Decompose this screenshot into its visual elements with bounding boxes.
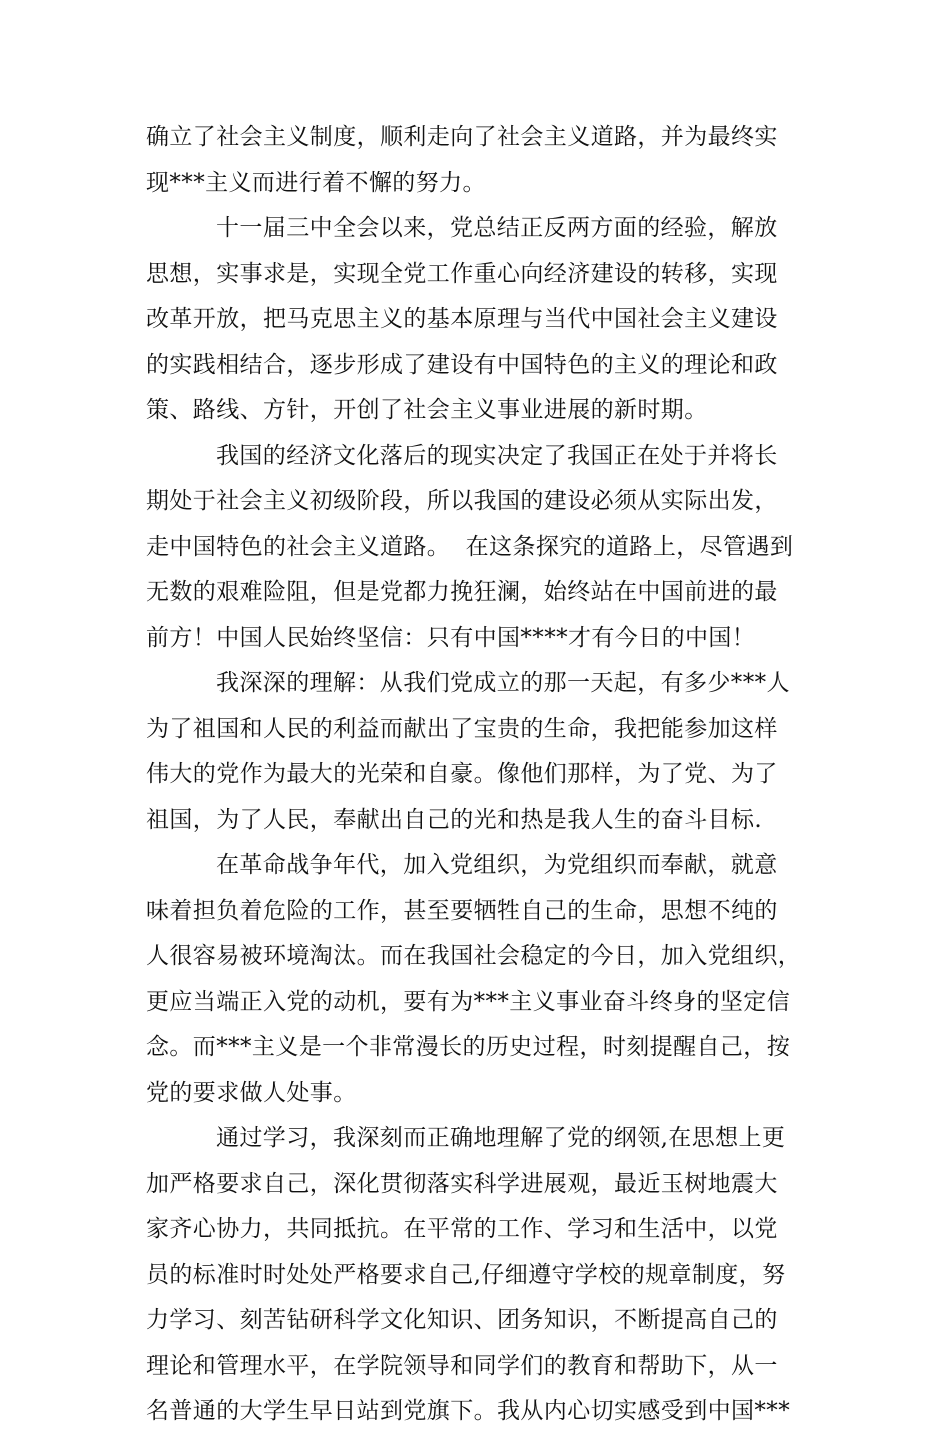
text-line: 加严格要求自己，深化贯彻落实科学进展观，最近玉树地震大 [146, 1170, 778, 1197]
text-line: 的实践相结合，逐步形成了建设有中国特色的主义的理论和政 [146, 351, 778, 378]
text-line: 理论和管理水平，在学院领导和同学们的教育和帮助下，从一 [146, 1352, 778, 1379]
text-line: 党的要求做人处事。 [146, 1079, 357, 1106]
text-line: 名普通的大学生早日站到党旗下。我从内心切实感受到中国*** [146, 1398, 791, 1424]
text-line: 家齐心协力，共同抵抗。在平常的工作、学习和生活中，以党 [146, 1216, 778, 1242]
text-line: 力学习、刻苦钻研科学文化知识、团务知识，不断提高自己的 [146, 1307, 778, 1333]
text-line: 人很容易被环境淘汰。而在我国社会稳定的今日，加入党组织， [146, 943, 802, 969]
paragraph-start-line: 我国的经济文化落后的现实决定了我国正在处于并将长 [216, 442, 778, 469]
text-line: 前方！中国人民始终坚信：只有中国****才有今日的中国！ [146, 624, 756, 651]
text-line: 策、路线、方针，开创了社会主义事业进展的新时期。 [146, 397, 708, 423]
text-line: 改革开放，把马克思主义的基本原理与当代中国社会主义建设 [146, 306, 778, 332]
text-line: 念。而***主义是一个非常漫长的历史过程，时刻提醒自己，按 [146, 1034, 791, 1060]
text-line: 走中国特色的社会主义道路。 在这条探究的道路上，尽管遇到 [146, 533, 794, 560]
paragraph-start-line: 在革命战争年代，加入党组织，为党组织而奉献，就意 [216, 852, 778, 878]
text-line: 更应当端正入党的动机，要有为***主义事业奋斗终身的坚定信 [146, 988, 791, 1015]
text-line: 确立了社会主义制度，顺利走向了社会主义道路，并为最终实 [146, 124, 778, 150]
text-line: 为了祖国和人民的利益而献出了宝贵的生命，我把能参加这样 [146, 715, 778, 742]
text-line: 员的标准时时处处严格要求自己,仔细遵守学校的规章制度，努 [146, 1261, 786, 1288]
document-body [146, 115, 806, 1435]
paragraph-start-line: 我深深的理解：从我们党成立的那一天起，有多少***人 [216, 670, 790, 696]
text-line: 期处于社会主义初级阶段，所以我国的建设必须从实际出发， [146, 488, 778, 514]
paragraph-start-line: 通过学习，我深刻而正确地理解了党的纲领,在思想上更 [216, 1125, 786, 1151]
text-line: 味着担负着危险的工作，甚至要牺牲自己的生命，思想不纯的 [146, 897, 778, 924]
text-line: 现***主义而进行着不懈的努力。 [146, 169, 486, 196]
text-line: 祖国，为了人民，奉献出自己的光和热是我人生的奋斗目标. [146, 806, 763, 833]
text-line: 思想，实事求是，实现全党工作重心向经济建设的转移，实现 [146, 260, 778, 287]
paragraph-start-line: 十一届三中全会以来，党总结正反两方面的经验，解放 [216, 215, 778, 241]
text-line: 无数的艰难险阻，但是党都力挽狂澜，始终站在中国前进的最 [146, 579, 778, 605]
text-line: 伟大的党作为最大的光荣和自豪。像他们那样，为了党、为了 [146, 761, 778, 787]
